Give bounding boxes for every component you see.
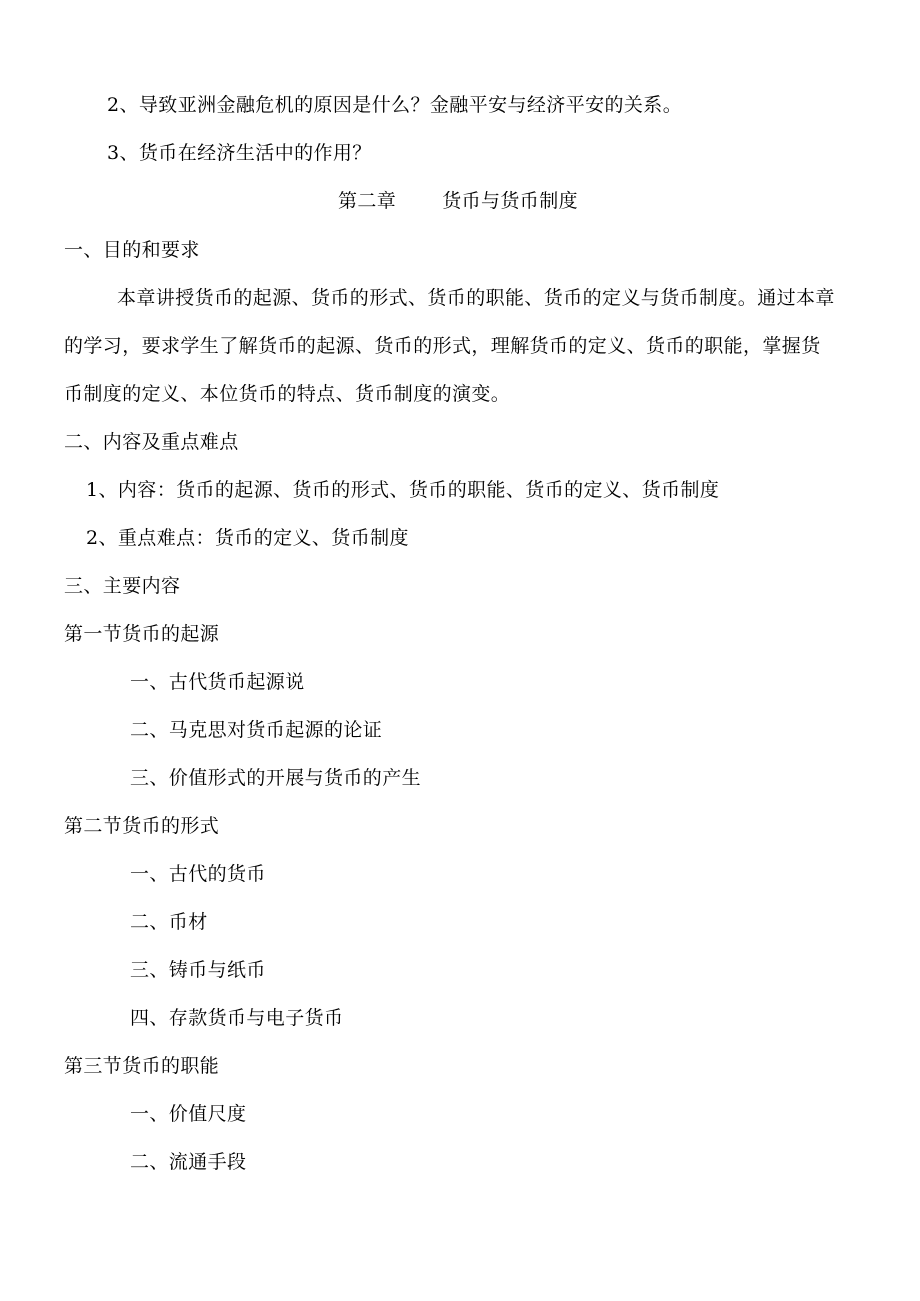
chapter-number: 第二章 — [338, 190, 397, 212]
question-3: 3、货币在经济生活中的作用？ — [107, 142, 372, 164]
part-2-item-4: 四、存款货币与电子货币 — [130, 1007, 344, 1029]
part-1-item-3: 三、价值形式的开展与货币的产生 — [130, 767, 422, 789]
section-heading-content: 二、内容及重点难点 — [64, 431, 239, 453]
content-item-1: 1、内容：货币的起源、货币的形式、货币的职能、货币的定义、货币制度 — [86, 479, 720, 501]
part-1-item-1: 一、古代货币起源说 — [130, 671, 305, 693]
part-title-2: 第二节货币的形式 — [64, 815, 220, 837]
paragraph-line-2: 的学习，要求学生了解货币的起源、货币的形式，理解货币的定义、货币的职能，掌握货 — [64, 335, 821, 357]
part-3-item-1: 一、价值尺度 — [130, 1103, 247, 1125]
part-2-item-2: 二、币材 — [130, 911, 208, 933]
part-3-item-2: 二、流通手段 — [130, 1151, 247, 1173]
paragraph-line-3: 币制度的定义、本位货币的特点、货币制度的演变。 — [64, 383, 511, 405]
part-title-1: 第一节货币的起源 — [64, 623, 220, 645]
part-2-item-1: 一、古代的货币 — [130, 863, 266, 885]
part-title-3: 第三节货币的职能 — [64, 1055, 220, 1077]
part-2-item-3: 三、铸币与纸币 — [130, 959, 266, 981]
chapter-name: 货币与货币制度 — [442, 190, 579, 212]
content-item-2: 2、重点难点：货币的定义、货币制度 — [86, 527, 409, 549]
part-1-item-2: 二、马克思对货币起源的论证 — [130, 719, 383, 741]
section-heading-goals: 一、目的和要求 — [64, 239, 200, 261]
question-2: 2、导致亚洲金融危机的原因是什么？金融平安与经济平安的关系。 — [107, 94, 683, 116]
paragraph-line-1: 本章讲授货币的起源、货币的形式、货币的职能、货币的定义与货币制度。通过本章 — [117, 287, 835, 309]
chapter-title — [338, 189, 578, 213]
section-heading-main: 三、主要内容 — [64, 575, 181, 597]
